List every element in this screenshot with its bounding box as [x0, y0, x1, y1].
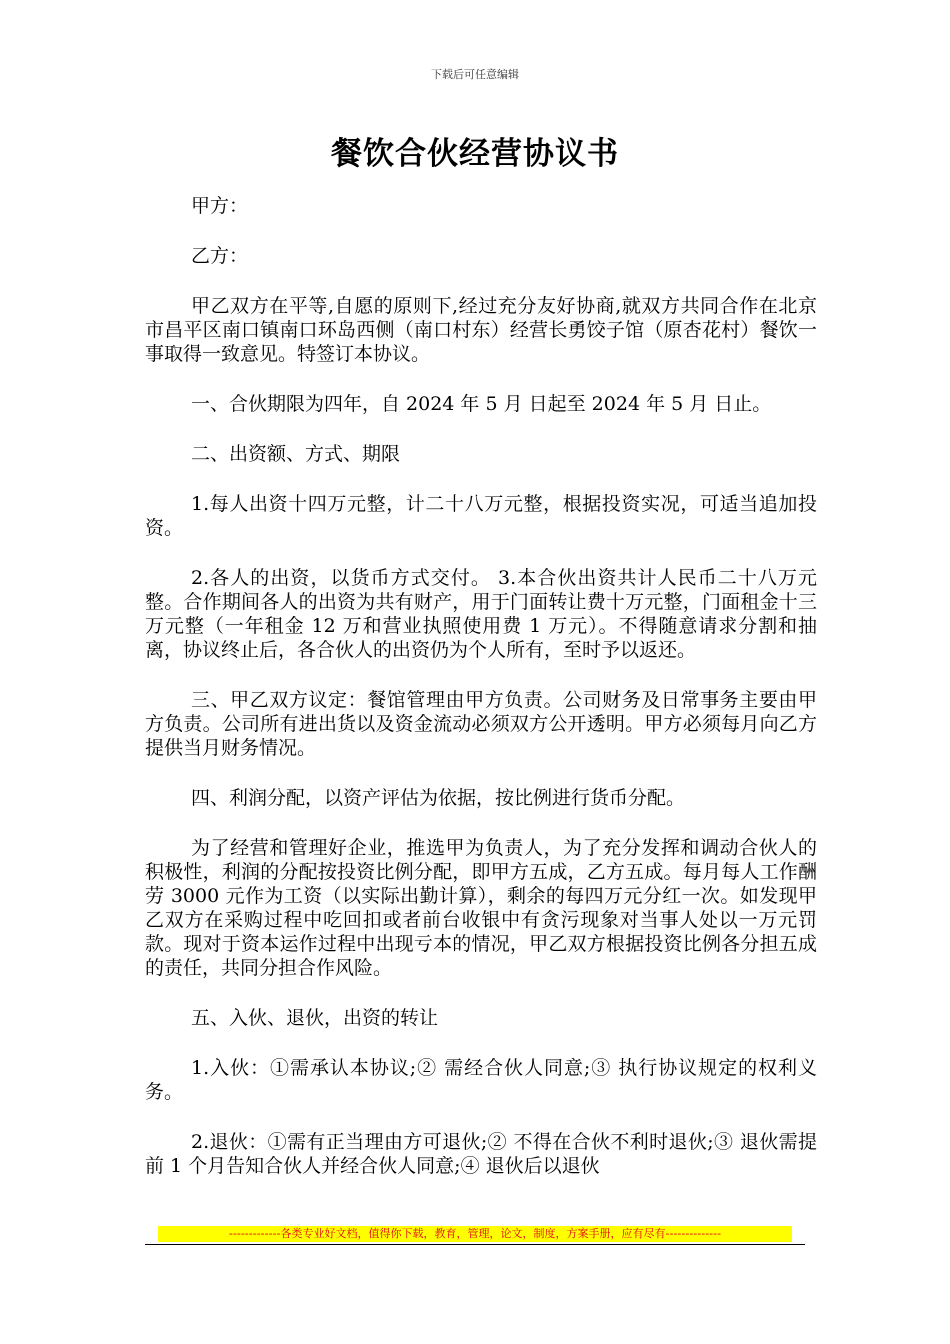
footer-banner: -------------各类专业好文档，值得你下载，教育，管理，论文，制度，方案手册，应有尽有--------------	[158, 1226, 792, 1242]
clause-2-heading: 二、出资额、方式、期限	[191, 443, 401, 465]
document-title: 餐饮合伙经营协议书	[331, 136, 619, 172]
clause-5-heading: 五、入伙、退伙，出资的转让	[191, 1007, 439, 1029]
preamble-paragraph: 甲乙双方在平等,自愿的原则下,经过充分友好协商,就双方共同合作在北京市昌平区南口镇南口环岛西侧（南口村东）经营长勇饺子馆（原杏花村）餐饮一事取得一致意见。特签订本协议。	[145, 295, 817, 365]
clause-4-profit: 四、利润分配，以资产评估为依据，按比例进行货币分配。	[191, 787, 686, 809]
clause-3-management: 三、甲乙双方议定：餐馆管理由甲方负责。公司财务及日常事务主要由甲方负责。公司所有进出货以及资金流动必须双方公开透明。甲方必须每月向乙方提供当月财务情况。	[145, 689, 817, 759]
clause-5-item-2-withdraw: 2.退伙：①需有正当理由方可退伙;② 不得在合伙不利时退伙;③ 退伙需提前 1 个月告知合伙人并经合伙人同意;④ 退伙后以退伙	[145, 1131, 817, 1177]
document-body	[145, 194, 817, 1204]
clause-1-term: 一、合伙期限为四年，自 2024 年 5 月 日起至 2024 年 5 月 日止。	[191, 393, 772, 415]
footer-divider	[145, 1244, 805, 1245]
party-a-line: 甲方：	[191, 195, 249, 217]
clause-2-item-1: 1.每人出资十四万元整，计二十八万元整，根据投资实况，可适当追加投资。	[145, 493, 817, 539]
clause-2-item-2-3: 2.各人的出资，以货币方式交付。 3.本合伙出资共计人民币二十八万元整。合作期间各人的出资为共有财产，用于门面转让费十万元整，门面租金十三万元整（一年租金 12 万和营业执照使用费 1 万元）。不得随意请求分割和抽离，协议终止后，各合伙人的出资仍为个人所有，至时予以返还。	[145, 567, 817, 661]
party-b-line: 乙方：	[191, 245, 249, 267]
clause-5-item-1-join: 1.入伙：①需承认本协议;② 需经合伙人同意;③ 执行协议规定的权利义务。	[145, 1057, 817, 1103]
profit-distribution-paragraph: 为了经营和管理好企业，推选甲为负责人，为了充分发挥和调动合伙人的积极性，利润的分配按投资比例分配，即甲方五成，乙方五成。每月每人工作酬劳 3000 元作为工资（以实际出勤计算），剩余的每四万元分红一次。如发现甲乙双方在采购过程中吃回扣或者前台收银中有贪污现象对当事人处以一万元罚款。现对于资本运作过程中出现亏本的情况，甲乙双方根据投资比例各分担五成的责任，共同分担合作风险。	[145, 837, 817, 979]
header-note: 下载后可任意编辑	[431, 68, 519, 81]
